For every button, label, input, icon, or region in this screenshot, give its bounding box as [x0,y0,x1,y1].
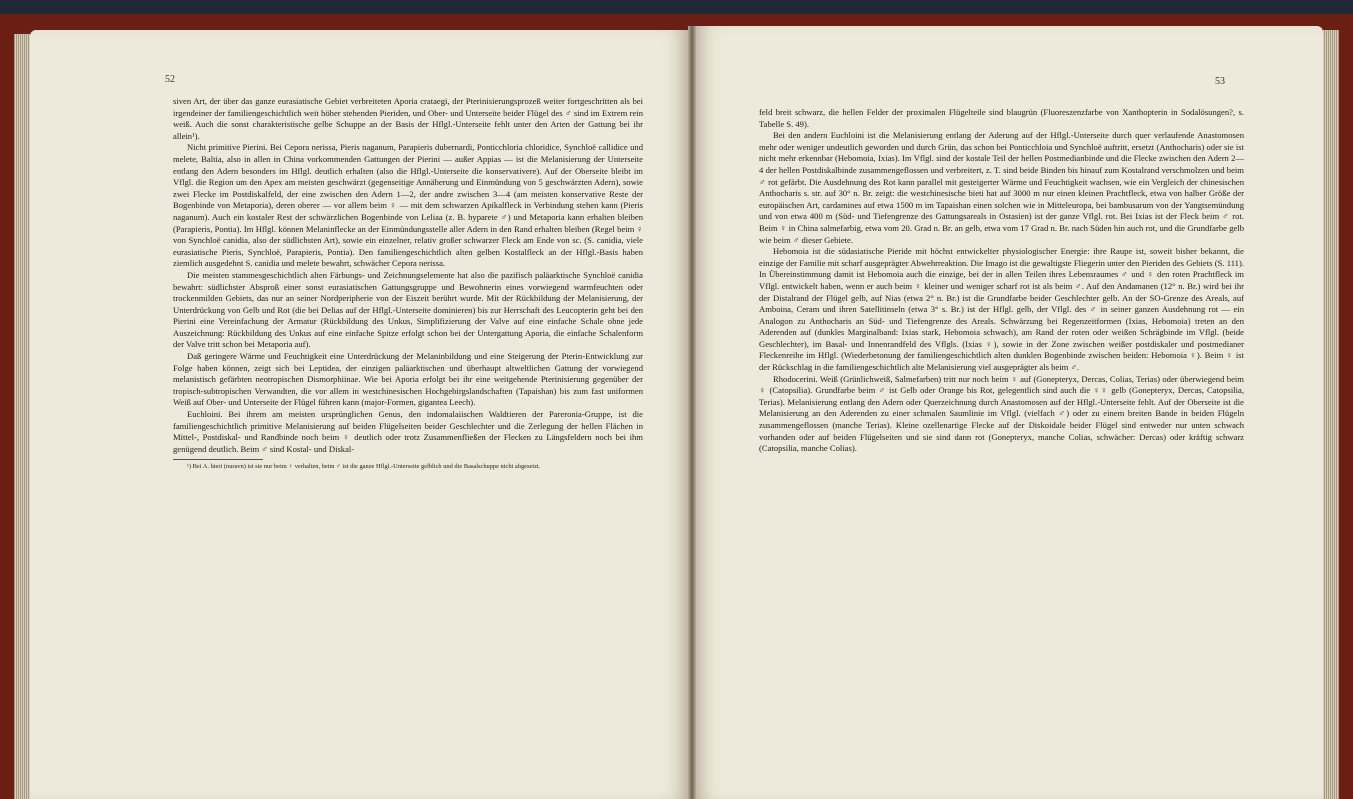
right-page-number: 53 [1215,76,1225,87]
right-paragraph: Hebomoia ist die südasiatische Pieride mit höchst entwickelter physiologischer Energie: ihre Raupe ist, soweit bisher bekannt, die einzige der Familie mit scharf ausgeprägter Abwehrreaktion. Die Imago ist die gewaltigste Fliegerin unter den Pieriden des Gebiets (S. 111). In Übereinstimmung damit ist Hebomoia auch die einzige, bei der in allen Teilen ihres Lebensraumes ♂ und ♀ den roten Prachtfleck im Vflgl. entwickelt haben, wenn er auch beim ♀ kleiner und weniger scharf rot ist als beim ♂. Auf den Andamanen (12° n. Br.) wird bei ihr der Distalrand der Flügel gelb, auf Nias (etwa 2° n. Br.) ist die Grundfarbe beider Geschlechter gelb. An der SO-Grenze des Areals, auf Amboina, Ceram und ihren Satellitinseln (etwa 3° s. Br.) ist der Hflgl. gelb, der Vflgl. des ♂ in seiner ganzen Ausdehnung rot — ein Analogon zu Anthocharis an Süd- und Tiefengrenze des Areals. Schwärzung bei Regenzeitformen (Ixias, Hebomoia) treten an den Aderenden auf (dunkles Marginalband: Ixias stark, Hebomoia schwach), am Rand der roten oder weißen Schrägbinde im Vflgl. (beide Geschlechter), im Basal- und Innenrandfeld des Vflgls. (Ixias ♀), sowie in der Zone zwischen weißer postdiskaler und postmedianer Fleckenreihe im Hflgl. (Wiederbetonung der familiengeschichtlich alten dunklen Bogenbinde zwischen beiden: Hebomoia ♀). Beim ♀ ist der Rückschlag in die familiengeschichtlich alte Melanisierung viel ausgeprägter als beim ♂. [759,246,1244,373]
right-paragraph: Rhodocerini. Weiß (Grünlichweiß, Salmefarben) tritt nur noch beim ♀ auf (Gonepteryx, Dercas, Colias, Terias) oder überwiegend beim ♀ (Catopsilia). Grundfarbe beim ♂ ist Gelb oder Orange bis Rot, gelegentlich sind auch die ♀♀ gelb (Gonepteryx, Dercas, Catopsilia, Terias). Melanisierung entlang den Adern oder Querzeichnung durch Anastomosen auf der Hflgl.-Unterseite fehlt. Auf der Oberseite ist die Melanisierung an den Aderenden zu einer schmalen Saumlinie im Vflgl. (vielfach ♂) oder zu einem breiten Bande in beiden Flügeln zusammengeflossen (manche Terias). Kleine ozellenartige Flecke auf der Diskoidale beider Flügel sind entweder nur unten schwach vorhanden oder auf beiden Flügelseiten und sie sind dann rot (Gonepteryx, manche Colias, schwächer: Dercas) oder kräftig schwarz (Catopsilia, manche Colias). [759,373,1244,454]
right-paragraph: feld breit schwarz, die hellen Felder der proximalen Flügelteile sind blaugrün (Fluoreszenzfarbe von Xanthopterin in Sodalösungen?, s. Tabelle S. 49). [759,107,1244,129]
left-page [30,30,690,799]
right-paragraph: Bei den andern Euchloini ist die Melanisierung entlang der Aderung auf der Hflgl.-Unterseite durch quer verlaufende Anastomosen mehr oder weniger undeutlich geworden und durch Grün, das schon bei Ponticchloia und Synchloë auftritt, ersetzt (Anthocharis) oder sie ist nicht mehr erkennbar (Hebomoia, Ixias). Im Vflgl. sind der kostale Teil der hellen Postmedianbinde und die Flecke zwischen den Adern 2—4 der hellen Postdiskalbinde zusammengeflossen und verbreitert, z. T. sind beide Binden bis hinauf zum Kostalrand verschmolzen und beim ♂ rot gefärbt. Die Ausdehnung des Rot kann parallel mit gesteigerter Wärme und Feuchtigkeit wachsen, wie ein Vergleich der chinesischen Anthocharis s. str. auf 30° n. Br. zeigt: die westchinesische bieti hat auf 3000 m nur einen kleinen Prachtfleck, etwa von halber Größe der europäischen Art, cardamines auf etwa 1500 m im Tapaishan einen solchen wie in Mitteleuropa, bei bambusarum von der Yangtsemündung und von etwa 400 m (Süd- und Tiefengrenze des Gattungsareals in Ostasien) ist der ganze Vflgl. rot. Bei Ixias ist der Fleck beim ♂ rot. Beim ♀ in China salmefarbig, etwa vom 20. Grad n. Br. an gelb, etwa vom 17 Grad n. Br. nach Süden hin auch rot, und die Grundfarbe gelb wie beim ♂ dieser Gebiete. [759,130,1244,245]
left-page-number: 52 [165,74,175,85]
right-page [693,26,1323,799]
left-paragraph: Nicht primitive Pierini. Bei Cepora nerissa, Pieris naganum, Parapieris dubernardi, Ponticchloria chloridice, Synchloë callidice und melete, Baltia, also in allen in China vorkommenden Gattungen der Pierini — außer Appias — ist die Melanisierung der Unterseite entlang den Adern besonders im Hflgl. deutlich erhalten (also die Hflgl.-Unterseite die konservativere). Auf der Oberseite bleibt im Vflgl. die Region um den Apex am meisten geschwärzt (gegenseitige Annäherung und Einmündung von 5 geschwärzten Adern), sowie zwei Flecke im Postdiskalfeld, der eine zwischen den Adern 1—2, der andre zwischen 3—4 (am meisten konservative Reste der Bogenbinde von Metaporia), deren oberer — vor allem beim ♀ — mit dem schwarzen Apikalfleck in Verbindung stehen kann (Pieris naganum). Auch ein kostaler Rest der schwärzlichen Bogenbinde von Leliaa (z. B. hyparete ♂) und Metaporia kann erhalten bleiben (Parapieris, Pontia). Im Hflgl. können Melaninflecke an der Einmündungsstelle aller Adern in den Rand erhalten bleiben (Regel beim ♀ von Synchloë canidia, also der südlichsten Art), sowie ein einzelner, relativ großer schwarzer Fleck am Ende von sc. (S. canidia, viele eurasiatische Pieris, Synchloë, Parapieris, Pontia). Den familiengeschichtlich alten gelben Kostalfleck an der Hflgl.-Basis haben ziemlich ausgedehnt S. canidia und melete bewahrt, schwächer Cepora nerissa. [173,142,643,269]
left-paragraph: Die meisten stammesgeschichtlich alten Färbungs- und Zeichnungselemente hat also die pazifisch paläarktische Synchloë canidia bewahrt: südlichster Absproß einer sonst eurasiatischen Gattungsgruppe und Bewohnerin eines vorwiegend warmfeuchten oder trockenmilden Gebiets, das nur an seiner Nordperipherie von der Eiszeit berührt wurde. Mit der Rückbildung der Melanisierung, der Unterdrückung von Gelb und Rot (die bei Delias auf der Hflgl.-Unterseite dominieren) bis zur Herrschaft des Leucopterin geht bei den Pierini eine Vereinfachung der Armatur (Rückbildung des Unkus, Simplifizierung der Valve auf eine einfache Schale ohne jede Auszeichnung: Rückbildung des Unkus auf eine einfache Spitze erfolgt schon bei der Untergattung Aporia, die einfache Schalenform der Valve tritt schon bei Metaporia auf). [173,269,643,350]
background-strip [0,0,1353,14]
left-paragraph: Daß geringere Wärme und Feuchtigkeit eine Unterdrückung der Melaninbildung und eine Steigerung der Pterin-Entwicklung zur Folge haben können, zeigt sich bei Leptidea, der einzigen paläarktischen und überhaupt altweltlichen Gattung der vorwiegend melanistisch gefärbten neotropischen Dismorphiinae. Wie bei Aporia erfolgt bei ihr eine weitgehende Pterinisierung gegenüber der tropisch-subtropischen Verwandten, die vor allem in westchinesischen Hochgebirgslandschaften (Tapaishan) bis zum fast uniformen Weiß auf Ober- und Unterseite der Flügel führen kann (major-Formen, gigantea Leech). [173,351,643,408]
left-page-text-column [173,96,643,471]
left-page-edges [14,34,30,799]
footnote-rule [173,459,263,460]
left-paragraph: Euchloini. Bei ihrem am meisten ursprünglichen Genus, den indomalaiischen Waldtieren der Pareronia-Gruppe, ist die familiengeschichtlich primitive Melanisierung auf beiden Flügelseiten beider Geschlechter und die Zerlegung der hellen Flächen in Mittel-, Postdiskal- und Randbinde noch beim ♀ deutlich oder trotz Zusammenfließen der Flecken zu Längsfeldern noch bei ihm genügend deutlich. Beim ♂ sind Kostal- und Diskal- [173,409,643,454]
right-page-text-column [759,107,1244,455]
book-gutter [688,26,696,799]
footnote: ¹) Bei A. hieri (nuravn) ist sie nur beim ♀ verhalten, beim ♂ ist die ganze Hflgl.-Unterseite gelblich und die Basalschuppe nicht abgesetzt. [187,463,541,471]
right-page-edges [1323,30,1339,799]
left-paragraph: siven Art, der über das ganze eurasiatische Gebiet verbreiteten Aporia crataegi, der Pterinisierungsprozeß weiter fortgeschritten als bei irgendeiner der familiengeschichtlich weit höher stehenden Pieriden, und Ober- und Unterseite beider Flügel des ♂ sind im Extrem rein weiß. Auch die sonst charakteristische gelbe Schuppe an der Basis der Hflgl.-Unterseite fehlt unter den Arten der Gattung bei ihr allein¹). [173,96,643,141]
